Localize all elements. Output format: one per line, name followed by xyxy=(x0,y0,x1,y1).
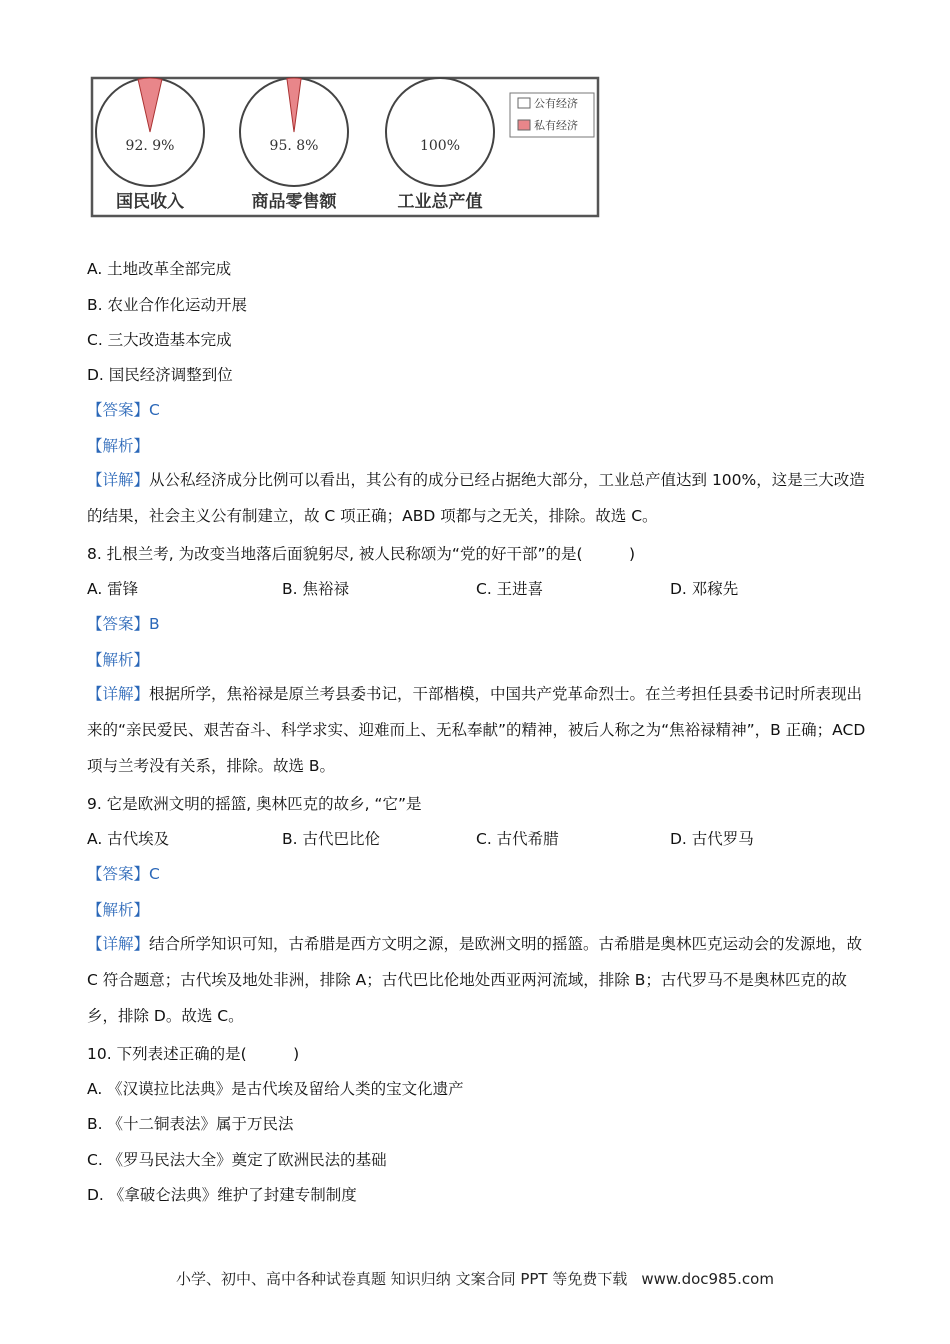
q7-analysis-label: 【解析】 xyxy=(87,437,150,455)
q7-answer: 【答案】C xyxy=(87,401,160,419)
q9-detail-text: 结合所学知识可知，古希腊是西方文明之源，是欧洲文明的摇篮。古希腊是奥林匹克运动会的发源地，故 C 符合题意；古代埃及地处非洲，排除 A；古代巴比伦地处西亚两河流域，排除 B；古代罗马不是奥林匹克的故乡，排除 D。故选 C。 xyxy=(87,935,863,1025)
q9-stem: 9. 它是欧洲文明的摇篮, 奥林匹克的故乡, “它”是 xyxy=(87,795,422,813)
legend-label-private: 私有经济 xyxy=(534,119,578,132)
q7-detail-text: 从公私经济成分比例可以看出，其公有的成分已经占据绝大部分，工业总产值达到 100%，这是三大改造的结果，社会主义公有制建立，故 C 项正确；ABD 项都与之无关，排除。故选 C。 xyxy=(87,471,865,525)
legend-swatch-public xyxy=(518,98,530,108)
page-footer xyxy=(0,1268,950,1289)
legend-label-public: 公有经济 xyxy=(534,97,578,110)
q8-option-a: A. 雷锋 xyxy=(87,580,139,598)
q9-option-c: C. 古代希腊 xyxy=(476,830,559,848)
q9-option-a: A. 古代埃及 xyxy=(87,830,170,848)
economy-composition-figure xyxy=(88,74,602,220)
pie-1-value-label: 92. 9% xyxy=(125,138,175,154)
q7-option-b: B. 农业合作化运动开展 xyxy=(87,296,247,314)
q7-detail-tag: 【详解】 xyxy=(87,471,150,489)
q8-detail-tag: 【详解】 xyxy=(87,685,150,703)
q8-option-c: C. 王进喜 xyxy=(476,580,544,598)
pie-2-category-label: 商品零售额 xyxy=(251,192,337,212)
q8-option-b: B. 焦裕禄 xyxy=(282,580,349,598)
footer-text: 小学、初中、高中各种试卷真题 知识归纳 文案合同 PPT 等免费下载 xyxy=(176,1270,628,1288)
q8-option-d: D. 邓稼先 xyxy=(670,580,739,598)
q7-option-d: D. 国民经济调整到位 xyxy=(87,366,233,384)
footer-url[interactable]: www.doc985.com xyxy=(641,1270,774,1288)
q7-option-c: C. 三大改造基本完成 xyxy=(87,331,232,349)
pie-3-category-label: 工业总产值 xyxy=(397,192,483,212)
q7-detail xyxy=(87,462,867,534)
q9-detail xyxy=(87,926,867,1034)
q9-analysis-label: 【解析】 xyxy=(87,901,150,919)
q9-answer: 【答案】C xyxy=(87,865,160,883)
legend xyxy=(510,93,594,137)
q8-answer: 【答案】B xyxy=(87,615,160,633)
q9-detail-tag: 【详解】 xyxy=(87,935,150,953)
q9-option-b: B. 古代巴比伦 xyxy=(282,830,380,848)
pie-1-category-label: 国民收入 xyxy=(116,192,184,212)
q9-option-d: D. 古代罗马 xyxy=(670,830,754,848)
q10-option-d: D. 《拿破仑法典》维护了封建专制制度 xyxy=(87,1186,357,1204)
q8-detail xyxy=(87,676,867,784)
pie-charts xyxy=(96,74,494,212)
legend-swatch-private xyxy=(518,120,530,130)
q8-detail-text: 根据所学，焦裕禄是原兰考县委书记，干部楷模，中国共产党革命烈士。在兰考担任县委书记时所表现出来的“亲民爱民、艰苦奋斗、科学求实、迎难而上、无私奉献”的精神，被后人称之为“焦裕禄精神”，B 正确；ACD 项与兰考没有关系，排除。故选 B。 xyxy=(87,685,866,775)
q10-option-b: B. 《十二铜表法》属于万民法 xyxy=(87,1115,294,1133)
q10-stem: 10. 下列表述正确的是( ) xyxy=(87,1045,300,1063)
pie-3-public-slice xyxy=(386,78,494,186)
q7-option-a: A. 土地改革全部完成 xyxy=(87,260,232,278)
pie-3-value-label: 100% xyxy=(419,138,461,154)
q8-analysis-label: 【解析】 xyxy=(87,651,150,669)
q10-option-a: A. 《汉谟拉比法典》是古代埃及留给人类的宝文化遗产 xyxy=(87,1080,464,1098)
pie-2-value-label: 95. 8% xyxy=(269,138,319,154)
q8-stem: 8. 扎根兰考, 为改变当地落后面貌躬尽, 被人民称颂为“党的好干部”的是( ) xyxy=(87,545,636,563)
q10-option-c: C. 《罗马民法大全》奠定了欧洲民法的基础 xyxy=(87,1151,387,1169)
